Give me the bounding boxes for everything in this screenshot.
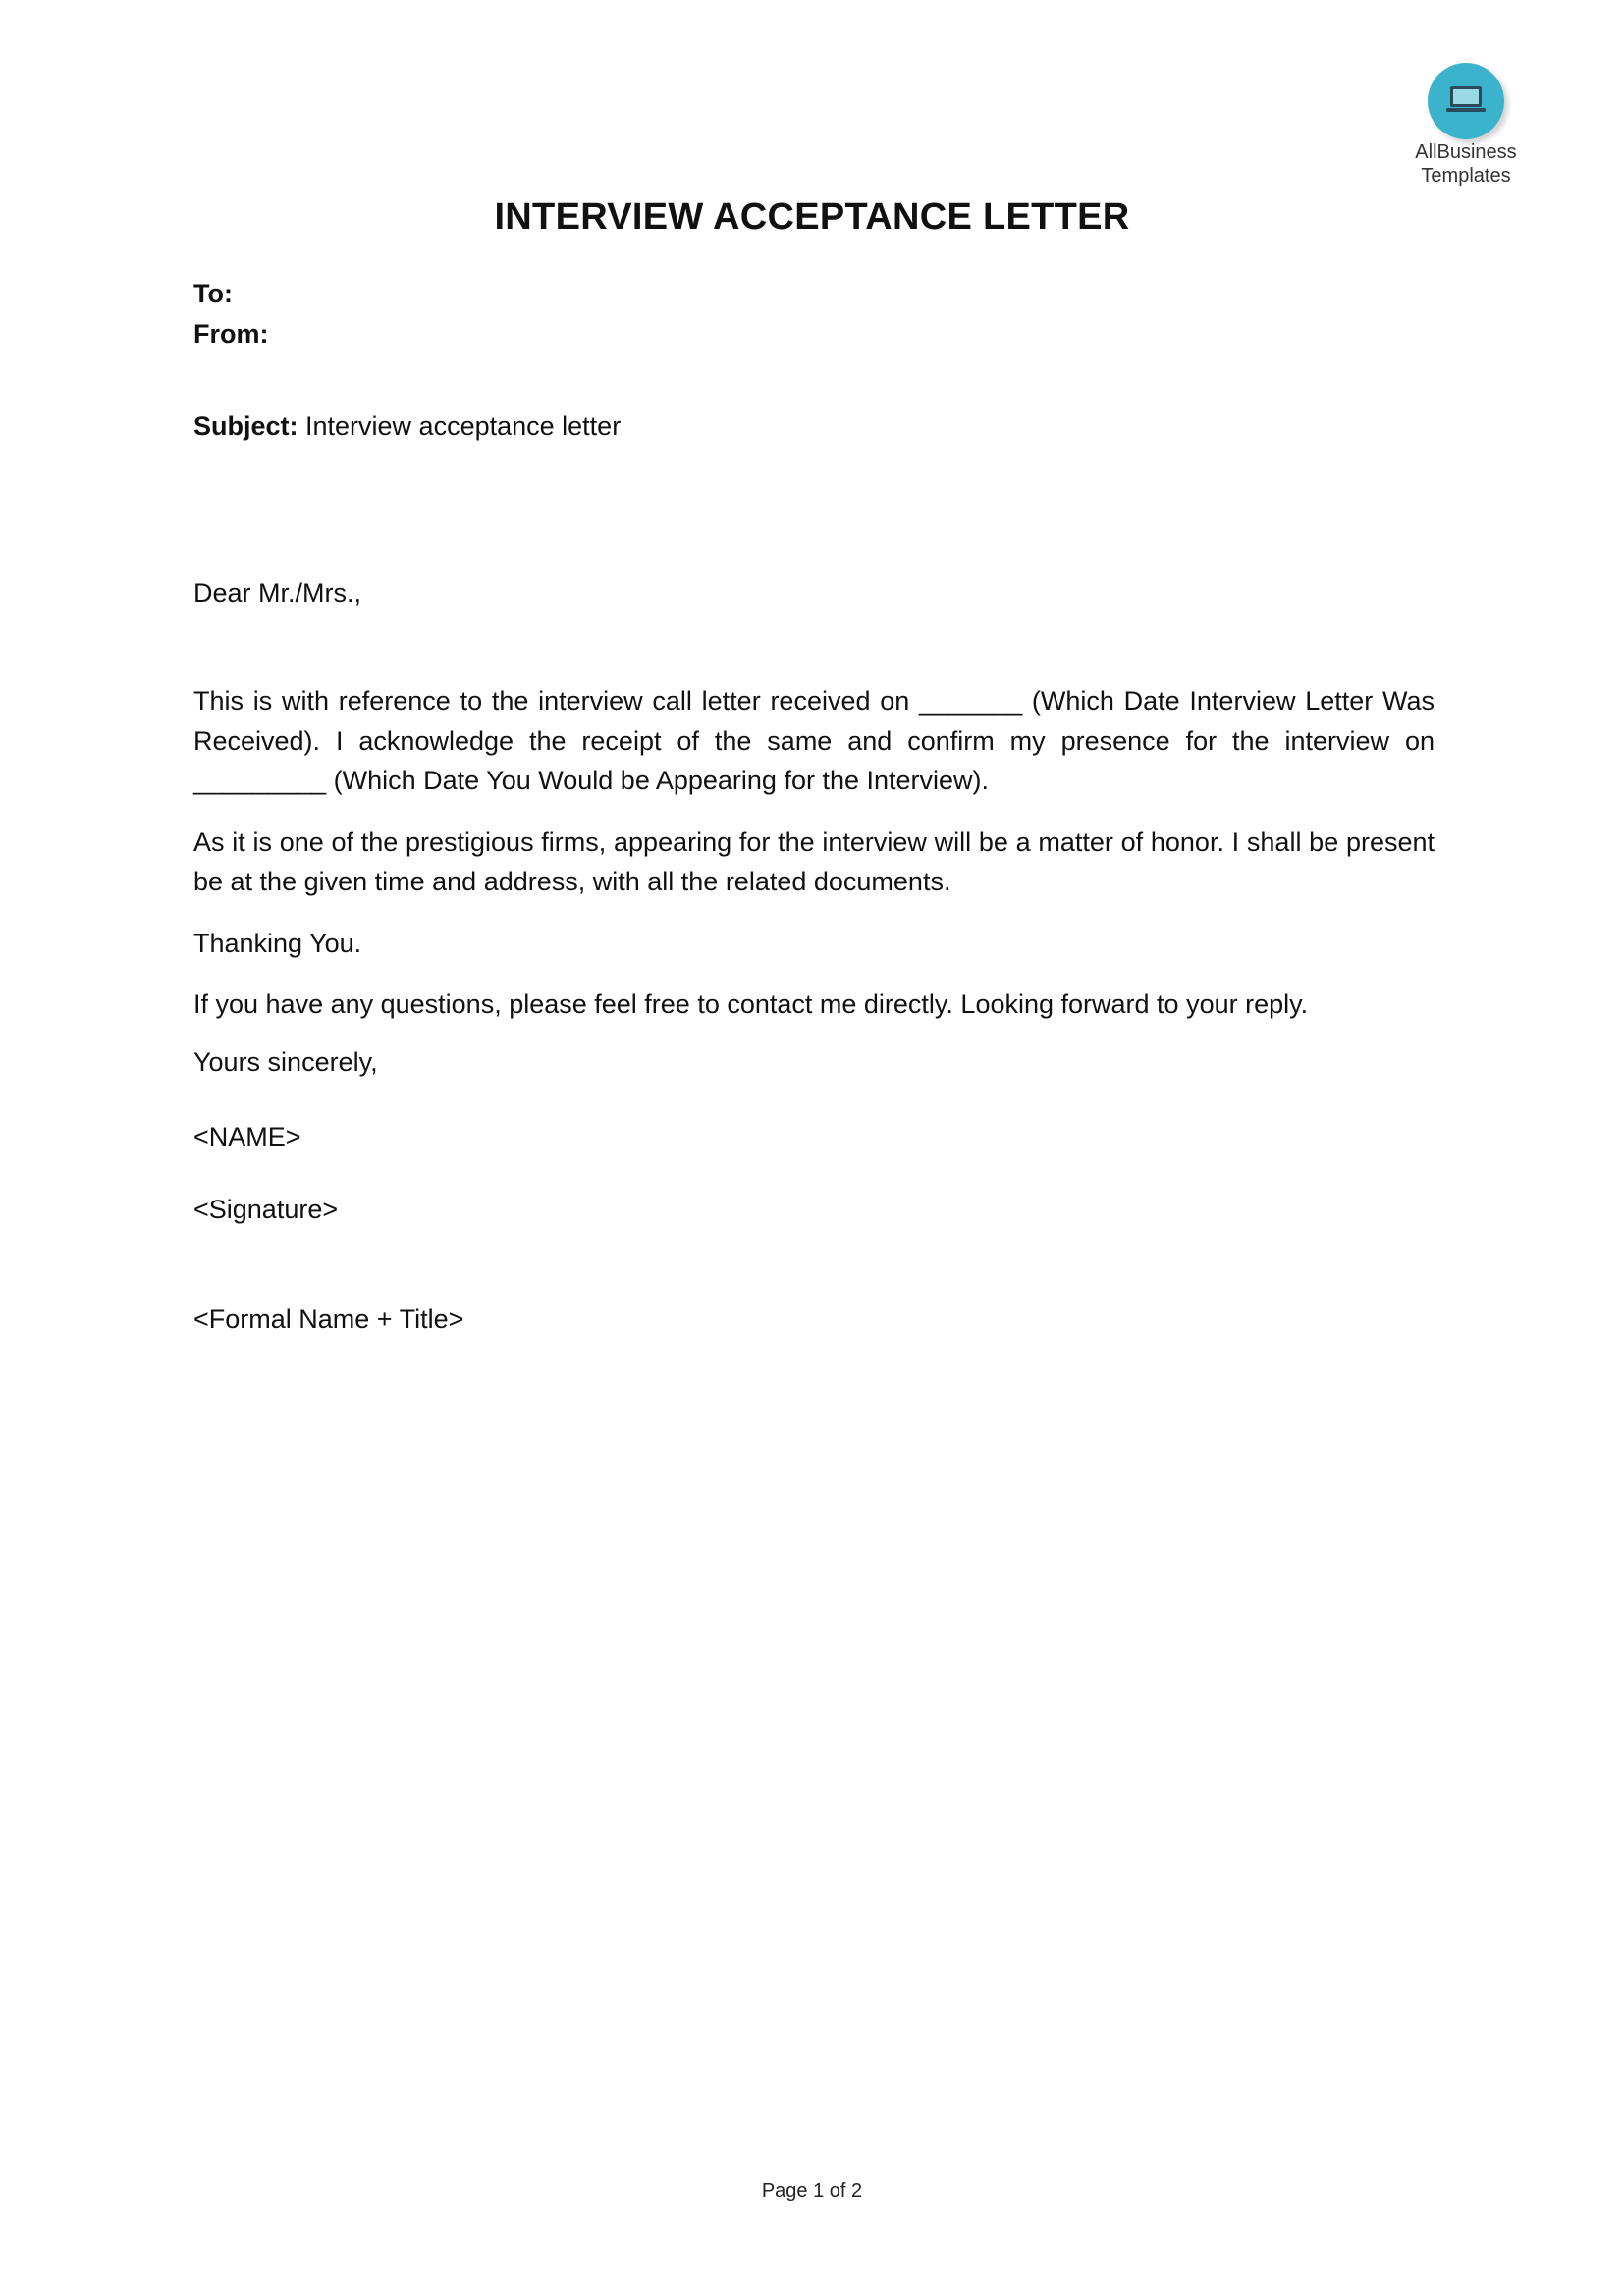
letter-body (193, 681, 1435, 1046)
body-paragraph-reference: This is with reference to the interview call letter received on _______ (Which Date Interview Letter Was Received). I acknowledge the receipt of the same and confirm my presence for the interview on _________ (Which Date You Would be Appearing for the Interview). (193, 686, 1435, 795)
address-block (193, 274, 1435, 353)
name-placeholder: <NAME> (193, 1122, 301, 1151)
signature-block (193, 1117, 1435, 1339)
page-number: Page 1 of 2 (761, 2180, 863, 2202)
body-paragraph-contact: If you have any questions, please feel free to contact me directly. Looking forward to your reply. (193, 989, 1309, 1019)
company-logo (1392, 63, 1540, 187)
body-paragraph-honor: As it is one of the prestigious firms, appearing for the interview will be a matter of honor. I shall be present be at the given time and address, with all the related documents. (193, 827, 1435, 896)
signature-placeholder: <Signature> (193, 1195, 339, 1224)
closing-text: Yours sincerely, (193, 1047, 378, 1077)
subject-line (193, 406, 1435, 447)
to-label: To: (193, 279, 233, 308)
logo-text-line2: Templates (1421, 165, 1511, 187)
closing-block (193, 1042, 1435, 1116)
subject-label: Subject: (193, 411, 298, 441)
formal-name-placeholder: <Formal Name + Title> (193, 1305, 464, 1334)
document-title: INTERVIEW ACCEPTANCE LETTER (494, 196, 1130, 238)
subject-value: Interview acceptance letter (298, 411, 622, 441)
from-label: From: (193, 318, 269, 348)
logo-text-line1: AllBusiness (1415, 141, 1517, 163)
laptop-icon (1428, 63, 1504, 139)
body-paragraph-thanks: Thanking You. (193, 928, 362, 958)
salutation: Dear Mr./Mrs., (193, 578, 362, 608)
